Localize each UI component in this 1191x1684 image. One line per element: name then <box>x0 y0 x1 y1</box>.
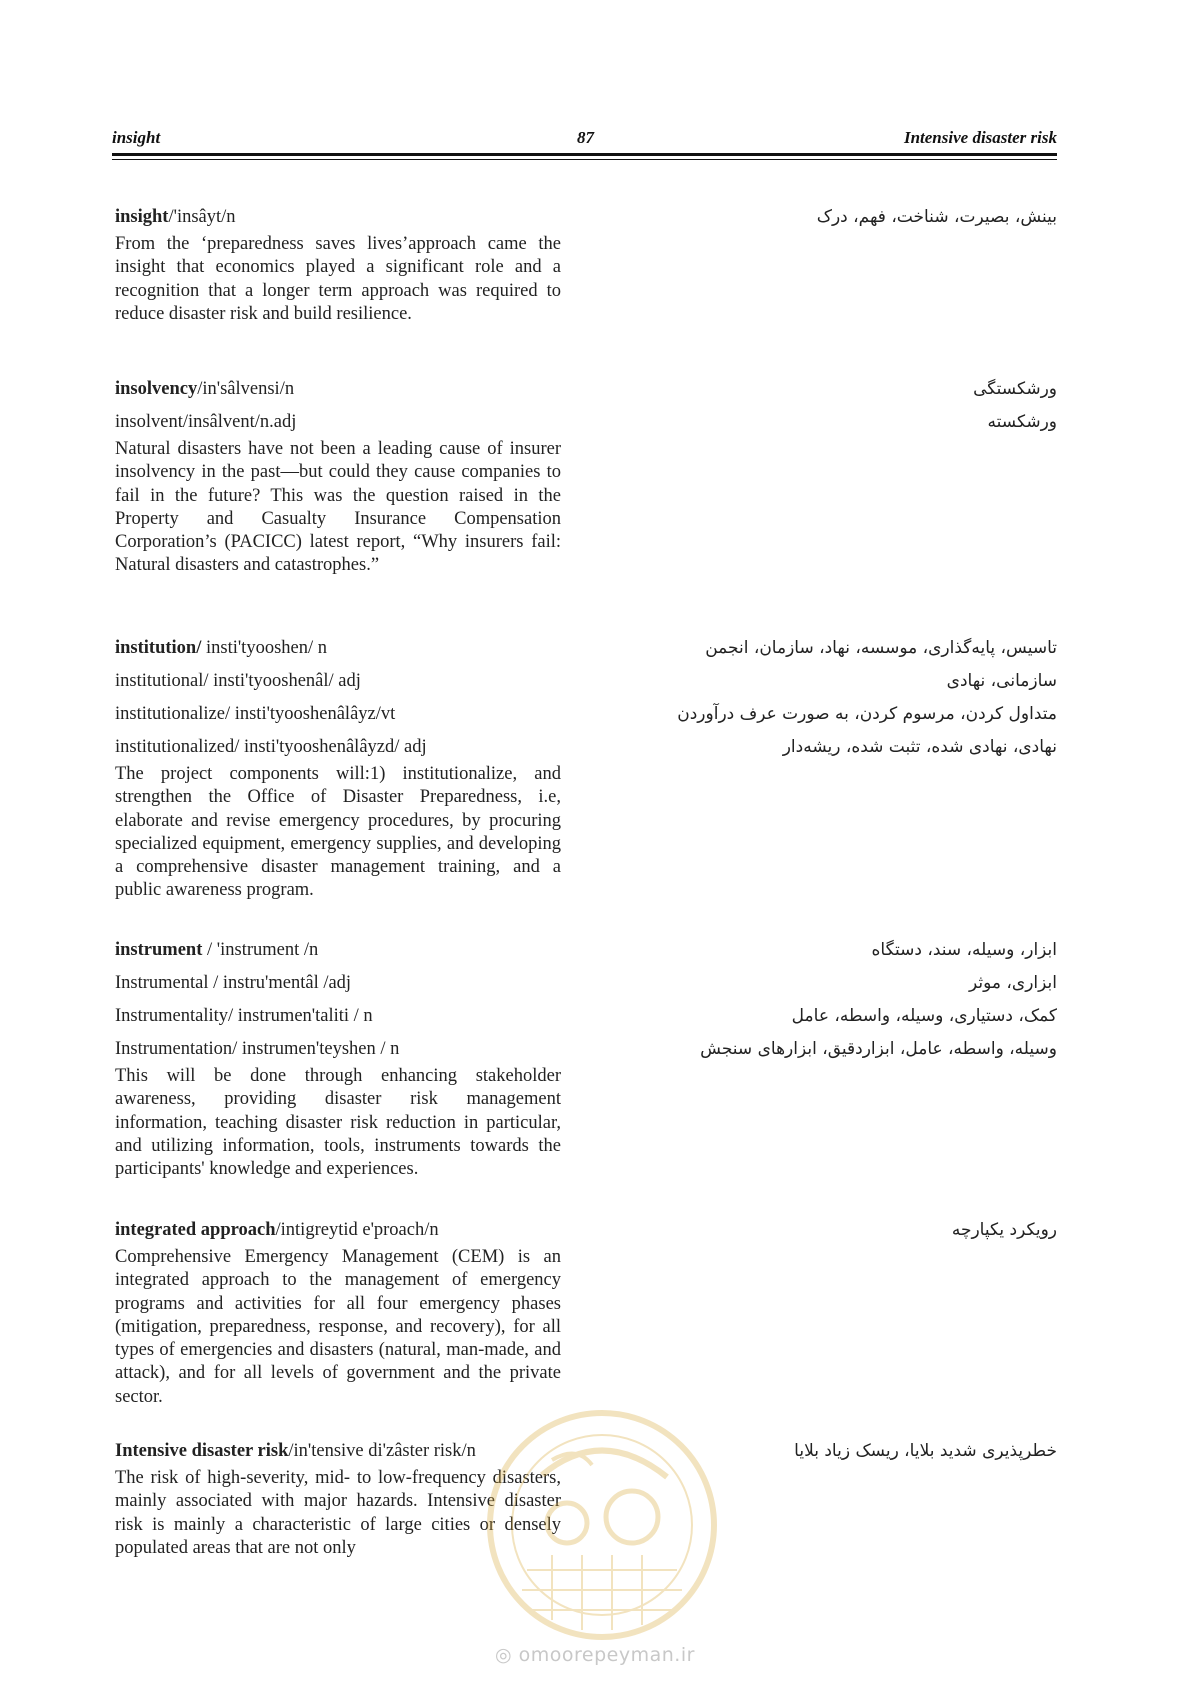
persian-translation: ورشکسته <box>987 412 1057 432</box>
derived-form: institutionalize/ insti'tyooshenâlâyz/vt <box>115 704 396 724</box>
pronunciation: /'insâyt/n <box>168 207 236 227</box>
derived-form-line <box>115 701 1175 734</box>
persian-translation: تاسیس، پایه‌گذاری، موسسه، نهاد، سازمان، انجمن <box>705 638 1057 658</box>
derived-form-line <box>115 409 1175 442</box>
pronunciation: insti'tyooshen/ n <box>201 638 328 658</box>
header-left-term: insight <box>112 128 161 147</box>
example-text: The risk of high-severity, mid- to low-frequency disasters, mainly associated with major hazards. Intensive disaster risk is mainly a characteristic of large cities or densely populated areas that are not only <box>115 1468 561 1558</box>
watermark-text: ◎ omoorepeyman.ir <box>495 1644 695 1666</box>
header-rule-thin <box>112 159 1057 160</box>
persian-translation: ورشکستگی <box>973 379 1057 399</box>
entry-insolvency <box>115 376 1175 578</box>
headword: institution/ <box>115 638 202 658</box>
entry-institution <box>115 635 1175 903</box>
persian-translation: ابزاری، موثر <box>969 973 1057 993</box>
page-number: 87 <box>577 128 594 147</box>
derived-form: insolvent/insâlvent/n.adj <box>115 412 297 432</box>
publisher-seal-watermark <box>482 1405 722 1645</box>
persian-translation: ابزار، وسیله، سند، دستگاه <box>871 940 1057 960</box>
headword: instrument <box>115 940 203 960</box>
header-right-term: Intensive disaster risk <box>903 128 1057 147</box>
pronunciation: /in'tensive di'zâster risk/n <box>288 1441 476 1461</box>
headword-line <box>115 204 1175 237</box>
derived-form: Instrumentation/ instrumen'teyshen / n <box>115 1039 400 1059</box>
derived-form: institutional/ insti'tyooshenâl/ adj <box>115 671 361 691</box>
pronunciation: /intigreytid e'proach/n <box>275 1220 439 1240</box>
pronunciation: /in'sâlvensi/n <box>197 379 295 399</box>
running-header <box>112 128 1057 150</box>
entry-integrated-approach <box>115 1217 1175 1409</box>
example-text: From the ‘preparedness saves lives’approach came the insight that economics played a significant role and a recognition that a longer term approach was required to reduce disaster risk and build resilience. <box>115 234 561 324</box>
persian-translation: نهادی، نهادی شده، تثبت شده، ریشه‌دار <box>782 737 1057 757</box>
entry-insight <box>115 204 1175 326</box>
persian-translation: سازمانی، نهادی <box>946 671 1057 691</box>
example-text: Natural disasters have not been a leading cause of insurer insolvency in the past—but could they cause companies to fail in the future? This was the question raised in the Property and Casualty Insurance Compensation Corporation’s (PACICC) latest report, “Why insurers fail: Natural disasters and catastrophes.” <box>115 439 561 576</box>
derived-form-line <box>115 734 1175 767</box>
headword: insolvency <box>115 379 198 399</box>
headword-line <box>115 1217 1175 1250</box>
headword: insight <box>115 207 169 227</box>
headword-line <box>115 937 1175 970</box>
example-text: The project components will:1) institutionalize, and strengthen the Office of Disaster Preparedness, i.e, elaborate and revise emergency procedures, by procuring specialized equipment, emergency supplies, and developing a comprehensive disaster management training, and a public awareness program. <box>115 764 561 901</box>
headword-line <box>115 376 1175 409</box>
derived-form-line <box>115 1003 1175 1036</box>
headword-line <box>115 635 1175 668</box>
persian-translation: بینش، بصیرت، شناخت، فهم، درک <box>816 207 1057 227</box>
persian-translation: وسیله، واسطه، عامل، ابزاردقیق، ابزارهای سنجش <box>700 1039 1057 1059</box>
persian-translation: متداول کردن، مرسوم کردن، به صورت عرف درآوردن <box>677 704 1057 724</box>
derived-form-line <box>115 1036 1175 1069</box>
derived-form: Instrumentality/ instrumen'taliti / n <box>115 1006 373 1026</box>
header-rule-thick <box>112 153 1057 156</box>
derived-form-line <box>115 668 1175 701</box>
entry-instrument <box>115 937 1175 1181</box>
derived-form: institutionalized/ insti'tyooshenâlâyzd/ adj <box>115 737 427 757</box>
headword: integrated approach <box>115 1220 276 1240</box>
example-text: This will be done through enhancing stakeholder awareness, providing disaster risk management information, teaching disaster risk reduction in particular, and utilizing information, tools, instruments towards the participants' knowledge and experiences. <box>115 1066 561 1180</box>
example-text: Comprehensive Emergency Management (CEM) is an integrated approach to the management of emergency programs and activities for all four emergency phases (mitigation, preparedness, response, and recovery), for all types of emergencies and disasters (natural, man-made, and attack), and for all levels of government and the private sector. <box>115 1247 561 1407</box>
derived-form-line <box>115 970 1175 1003</box>
persian-translation: رویکرد یکپارچه <box>951 1220 1057 1240</box>
persian-translation: کمک، دستیاری، وسیله، واسطه، عامل <box>791 1006 1057 1026</box>
headword: Intensive disaster risk <box>115 1441 289 1461</box>
derived-form: Instrumental / instru'mentâl /adj <box>115 973 352 993</box>
persian-translation: خطرپذیری شدید بلایا، ریسک زیاد بلایا <box>794 1441 1057 1461</box>
pronunciation: / 'instrument /n <box>202 940 319 960</box>
